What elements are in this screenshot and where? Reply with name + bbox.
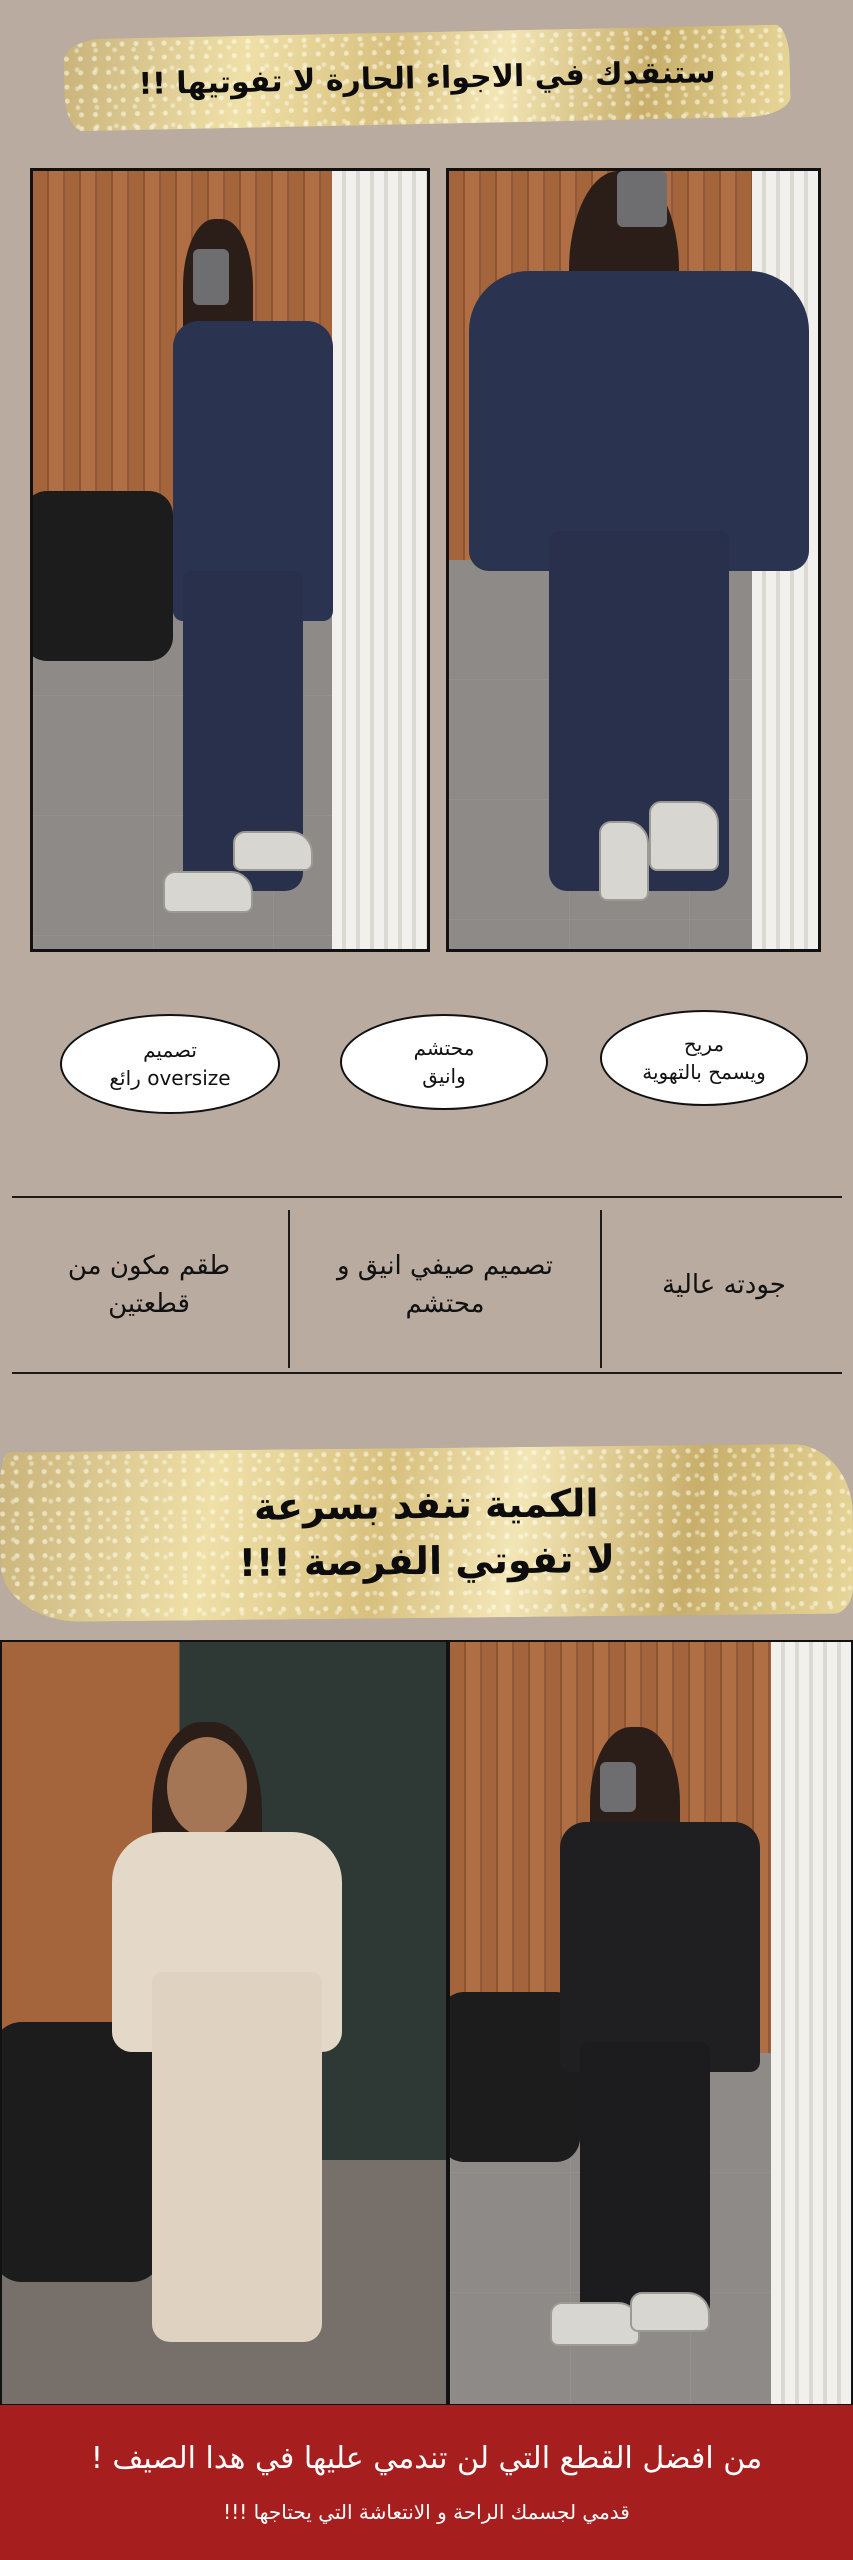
closing-subline: قدمي لجسمك الراحة و الانتعاشة التي يحتاجها !!!: [223, 2499, 630, 2524]
model-figure: [450, 1642, 853, 2406]
features-column-divider: [288, 1210, 290, 1368]
headline-text: ستنقدك في الاجواء الحارة لا تفوتيها !!: [138, 54, 716, 102]
product-photo-navy-side: [30, 168, 430, 952]
model-figure: [2, 1642, 448, 2406]
product-photo-navy-front: [446, 168, 821, 952]
feature-high-quality: جودته عالية: [662, 1270, 786, 1300]
features-bottom-divider: [12, 1372, 842, 1374]
product-photo-black: [448, 1640, 853, 2406]
closing-banner: [0, 2405, 853, 2560]
highlight-line: وانيق: [422, 1064, 466, 1088]
features-column-divider: [600, 1210, 602, 1368]
feature-two-piece-set: طقم مكون من قطعتين: [67, 1251, 231, 1319]
feature-summer-design: تصميم صيفي انيق و محتشم: [336, 1251, 554, 1319]
urgency-banner: [0, 1444, 853, 1623]
product-photo-beige: [0, 1640, 448, 2406]
urgency-line1: الكمية تنفد بسرعة: [253, 1481, 599, 1529]
highlight-line: مريح: [683, 1032, 725, 1056]
highlight-line: محتشم: [413, 1036, 475, 1060]
features-top-divider: [12, 1196, 842, 1198]
urgency-text: [238, 1475, 615, 1591]
highlight-oval-breathable: [600, 1010, 808, 1106]
headline-banner: [63, 24, 791, 131]
model-figure: [33, 171, 430, 952]
closing-headline: من افضل القطع التي لن تندمي عليها في هدا الصيف !: [90, 2440, 763, 2476]
highlight-line: ويسمح بالتهوية: [642, 1060, 766, 1084]
urgency-line2: لا تفوتي الفرصة !!!: [238, 1537, 616, 1585]
highlight-line: oversize رائع: [109, 1066, 231, 1090]
model-figure: [449, 171, 821, 952]
highlight-line: تصميم: [143, 1038, 197, 1062]
highlight-oval-oversize: [60, 1014, 280, 1114]
highlight-oval-modest: [340, 1014, 548, 1110]
